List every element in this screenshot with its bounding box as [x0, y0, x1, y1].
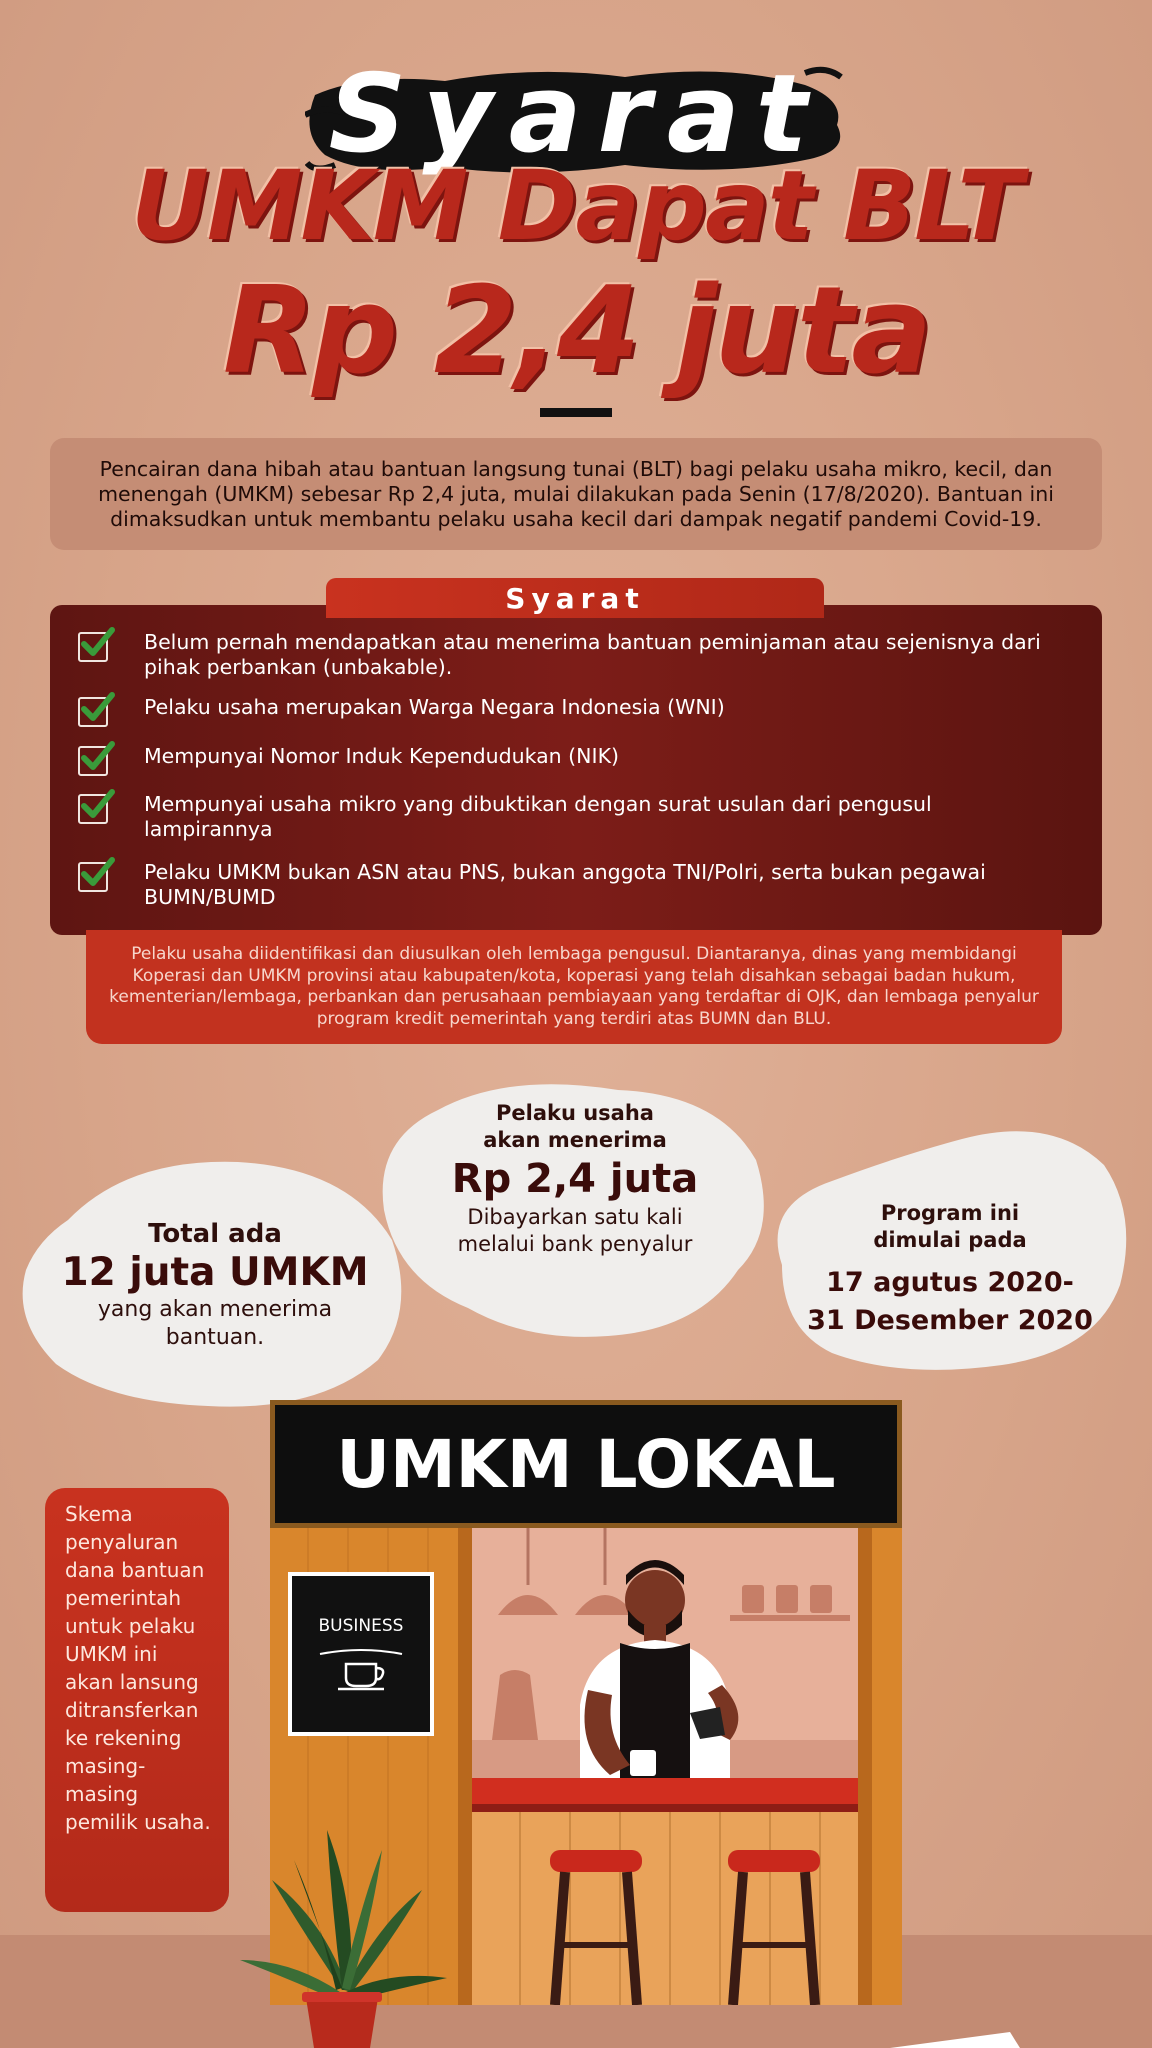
- page-corner: [880, 2030, 1020, 2048]
- checkbox-check-icon: [78, 632, 108, 662]
- requirement-text: Pelaku usaha merupakan Warga Negara Indonesia (WNI): [144, 695, 725, 719]
- requirement-item: [78, 695, 1064, 727]
- bubble-right: [790, 1200, 1110, 1340]
- bubble-right-line1: Program ini: [880, 1201, 1020, 1225]
- bubble-right-line2: dimulai pada: [873, 1228, 1027, 1252]
- checkbox-check-icon: [78, 697, 108, 727]
- requirements-footnote: [86, 930, 1062, 1044]
- title-amount: Rp 2,4 juta: [222, 262, 930, 401]
- footnote-text: Pelaku usaha diidentifikasi dan diusulkan oleh lembaga pengusul. Diantaranya, dinas yang membidangi Koperasi dan UMKM provinsi atau kabupaten/kota, koperasi yang telah disahkan sebagai badan hukum, kementerian/lembaga, perbankan dan perusahaan pembiayaan yang terdaftar di OJK, dan lembaga penyalur program kredit pemerintah yang terdiri atas BUMN dan BLU.: [109, 944, 1039, 1029]
- requirement-item: [78, 630, 1064, 680]
- bubble-left-total: 12 juta UMKM: [61, 1250, 369, 1295]
- plant-illustration: [232, 1820, 452, 2048]
- checkbox-check-icon: [78, 746, 108, 776]
- bubble-left: [40, 1218, 390, 1352]
- requirements-heading: Syarat: [326, 578, 824, 618]
- intro-box: [50, 438, 1102, 550]
- bubble-center-line4: Dibayarkan satu kali: [467, 1205, 683, 1229]
- kiosk-sign: [270, 1400, 902, 1528]
- bubble-center-line5: melalui bank penyalur: [457, 1232, 693, 1256]
- requirement-text: Mempunyai usaha mikro yang dibuktikan dengan surat usulan dari pengusul lampirannya: [144, 792, 932, 841]
- bubble-left-line3: yang akan menerima: [97, 1297, 333, 1322]
- divider: [540, 408, 612, 417]
- bubble-center-line2: akan menerima: [483, 1128, 667, 1152]
- bubble-center: [390, 1100, 760, 1258]
- intro-text: Pencairan dana hibah atau bantuan langsung tunai (BLT) bagi pelaku usaha mikro, kecil, dan menengah (UMKM) sebesar Rp 2,4 juta, mulai dilakukan pada Senin (17/8/2020). Bantuan ini dimaksudkan untuk membantu pelaku usaha kecil dari dampak negatif pandemi Covid-19.: [98, 456, 1054, 531]
- requirement-item: [78, 792, 1064, 842]
- requirement-item: [78, 744, 1064, 776]
- bubble-left-line4: bantuan.: [165, 1325, 265, 1350]
- side-note-text: Skema penyaluran dana bantuan pemerintah untuk pelaku UMKM ini akan lansung ditransferkan ke rekening masing-masing pemilik usaha.: [65, 1502, 211, 1834]
- bubble-center-line1: Pelaku usaha: [496, 1101, 654, 1125]
- coffee-cup-icon: [316, 1648, 406, 1692]
- checkbox-check-icon: [78, 794, 108, 824]
- bubble-right-date-end: 31 Desember 2020: [807, 1305, 1093, 1336]
- requirement-text: Belum pernah mendapatkan atau menerima bantuan peminjaman atau sejenisnya dari pihak perbankan (unbakable).: [144, 630, 1041, 679]
- business-board-label: BUSINESS: [318, 1616, 404, 1636]
- bubble-center-amount: Rp 2,4 juta: [451, 1156, 699, 1202]
- title-syarat: Syarat: [328, 52, 824, 177]
- side-note: [45, 1488, 229, 1912]
- requirement-text: Mempunyai Nomor Induk Kependudukan (NIK): [144, 744, 620, 768]
- requirement-item: [78, 860, 1064, 910]
- title-umkm-blt: UMKM Dapat BLT: [130, 150, 1022, 262]
- kiosk-sign-text: UMKM LOKAL: [336, 1425, 836, 1503]
- bubble-left-line1: Total ada: [148, 1219, 282, 1249]
- requirement-text: Pelaku UMKM bukan ASN atau PNS, bukan anggota TNI/Polri, serta bukan pegawai BUMN/BUMD: [144, 860, 986, 909]
- checkbox-check-icon: [78, 862, 108, 892]
- bubble-right-date-start: 17 agutus 2020-: [826, 1267, 1074, 1298]
